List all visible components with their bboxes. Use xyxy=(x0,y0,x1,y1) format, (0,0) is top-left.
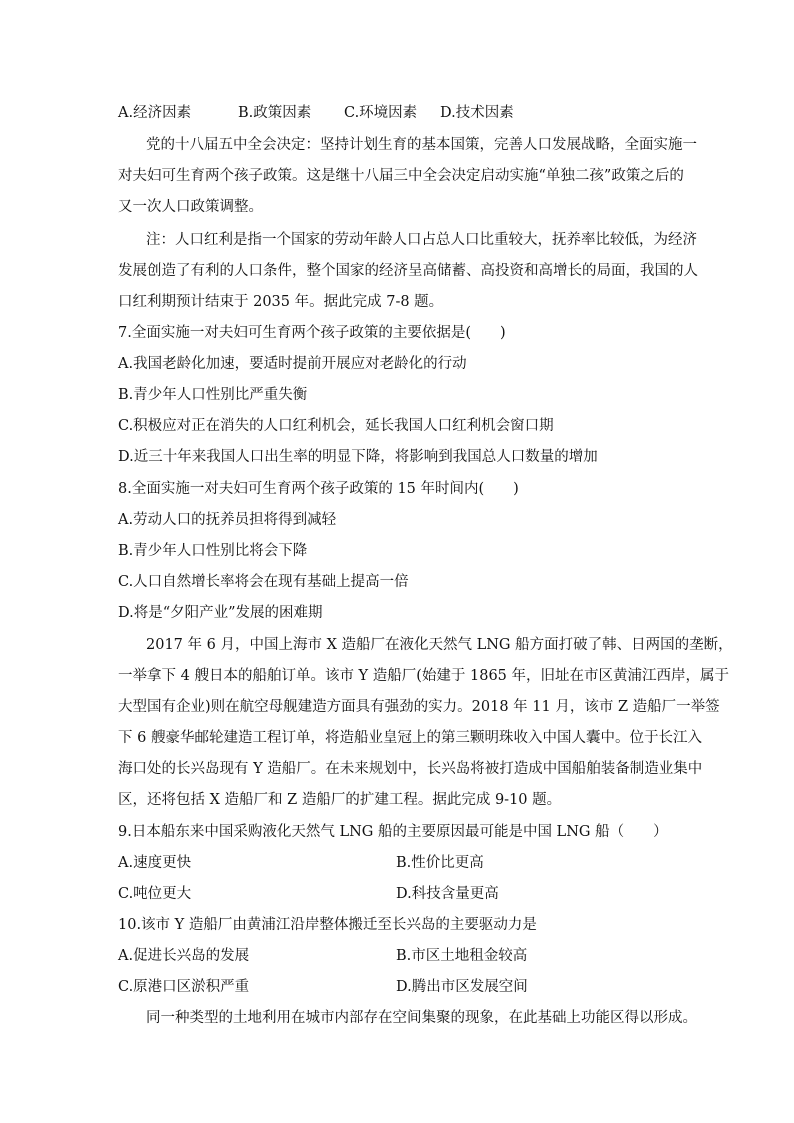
note-line2: 发展创造了有利的人口条件，整个国家的经济呈高储蓄、高投资和高增长的局面，我国的人 xyxy=(118,263,698,279)
q9-option-a: A.速度更快 xyxy=(118,855,192,871)
q10-option-b: B.市区土地租金较高 xyxy=(396,948,528,964)
note-line3: 口红利期预计结束于 2035 年。据此完成 7-8 题。 xyxy=(118,294,444,310)
q10-option-c: C.原港口区淤积严重 xyxy=(118,979,250,995)
passage1-line2: 对夫妇可生育两个孩子政策。这是继十八届三中全会决定启动实施“单独二孩”政策之后的 xyxy=(118,168,684,184)
q8-option-a: A.劳动人口的抚养员担将得到减轻 xyxy=(118,512,337,528)
passage2-line3: 大型国有企业)则在航空母舰建造方面具有强劲的实力。2018 年 11 月，该市 Z 造船厂一举签 xyxy=(118,699,720,715)
passage2-line4: 下 6 艘豪华邮轮建造工程订单，将造船业皇冠上的第三颗明珠收入中国人囊中。位于长江入 xyxy=(118,730,702,746)
q8-option-c: C.人口自然增长率将会在现有基础上提高一倍 xyxy=(118,574,409,590)
q9-option-d: D.科技含量更高 xyxy=(396,886,499,902)
q8-option-d: D.将是“夕阳产业”发展的困难期 xyxy=(118,605,323,621)
q6-option-d: D.技术因素 xyxy=(440,105,514,121)
q6-option-a: A.经济因素 xyxy=(118,105,192,121)
q7-stem: 7.全面实施一对夫妇可生育两个孩子政策的主要依据是( ) xyxy=(118,325,506,341)
q6-option-b: B.政策因素 xyxy=(238,105,312,121)
q9-option-c: C.吨位更大 xyxy=(118,886,192,902)
note-line1: 注：人口红利是指一个国家的劳动年龄人口占总人口比重较大，抚养率比较低，为经济 xyxy=(146,232,697,248)
q10-option-a: A.促进长兴岛的发展 xyxy=(118,948,250,964)
passage2-line5: 海口处的长兴岛现有 Y 造船厂。在未来规划中，长兴岛将被打造成中国船舶装备制造业集中 xyxy=(118,761,703,777)
q8-stem: 8.全面实施一对夫妇可生育两个孩子政策的 15 年时间内( ) xyxy=(118,481,519,497)
passage2-line2: 一举拿下 4 艘日本的船舶订单。该市 Y 造船厂(始建于 1865 年，旧址在市区黄浦江西岸，属于 xyxy=(118,668,730,684)
passage3-line1: 同一种类型的土地利用在城市内部存在空间集聚的现象，在此基础上功能区得以形成。 xyxy=(146,1010,697,1026)
passage1-line1: 党的十八届五中全会决定：坚持计划生育的基本国策，完善人口发展战略，全面实施一 xyxy=(146,137,697,153)
passage1-line3: 又一次人口政策调整。 xyxy=(118,199,263,215)
passage2-line6: 区，还将包括 X 造船厂和 Z 造船厂的扩建工程。据此完成 9-10 题。 xyxy=(118,792,562,808)
q7-option-a: A.我国老龄化加速，要适时提前开展应对老龄化的行动 xyxy=(118,356,467,372)
q9-stem: 9.日本船东来中国采购液化天然气 LNG 船的主要原因最可能是中国 LNG 船（ ） xyxy=(118,824,668,840)
q7-option-c: C.积极应对正在消失的人口红利机会，延长我国人口红利机会窗口期 xyxy=(118,418,554,434)
q8-option-b: B.青少年人口性别比将会下降 xyxy=(118,543,308,559)
passage2-line1: 2017 年 6 月，中国上海市 X 造船厂在液化天然气 LNG 船方面打破了韩、日两国的垄断， xyxy=(146,637,733,653)
q7-option-b: B.青少年人口性别比严重失衡 xyxy=(118,387,308,403)
q6-option-c: C.环境因素 xyxy=(344,105,418,121)
q9-option-b: B.性价比更高 xyxy=(396,855,484,871)
q10-option-d: D.腾出市区发展空间 xyxy=(396,979,528,995)
q10-stem: 10.该市 Y 造船厂由黄浦江沿岸整体搬迁至长兴岛的主要驱动力是 xyxy=(118,917,537,933)
q7-option-d: D.近三十年来我国人口出生率的明显下降，将影响到我国总人口数量的增加 xyxy=(118,449,598,465)
